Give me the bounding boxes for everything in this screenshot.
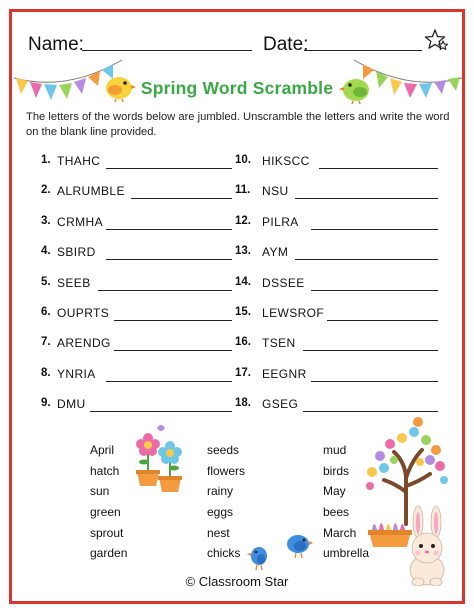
scrambled-word: SBIRD [57,245,96,260]
answer-line[interactable] [114,350,232,351]
answer-line[interactable] [98,290,232,291]
answer-line[interactable] [106,168,232,169]
answer-line[interactable] [114,320,232,321]
header [26,34,450,58]
scrambled-word: HIKSCC [262,154,310,168]
question-row [235,245,435,275]
question-row [235,367,435,397]
scrambled-word: AYM [262,245,289,260]
question-row [235,336,435,366]
question-number: 10. [235,154,251,166]
question-row [41,184,241,214]
name-line[interactable] [82,50,252,51]
questions-left-column [41,154,241,428]
scrambled-word: NSU [262,184,289,199]
scrambled-word: SEEB [57,275,91,290]
word-bank-item: seeds [207,443,240,457]
answer-line[interactable] [311,229,438,230]
question-row [41,154,241,184]
question-row [235,184,435,214]
question-number: 1. [41,154,51,166]
word-bank-item: garden [90,546,128,561]
word-bank-item: eggs [207,505,234,520]
footer-copyright: © Classroom Star [185,574,289,589]
question-number: 14. [235,275,251,288]
word-bank-item: birds [323,463,350,478]
scrambled-word: ARENDG [57,336,111,351]
scrambled-word: CRMHA [57,214,103,229]
answer-line[interactable] [295,259,438,260]
question-number: 15. [235,305,251,318]
word-bank-column-1 [90,443,127,567]
word-bank-item: umbrella [323,546,370,561]
word-bank-item: sprout [90,525,124,540]
question-number: 2. [41,184,51,197]
word-bank-item: bees [323,505,350,520]
date-line[interactable] [304,50,422,51]
blue-bird-icon [282,528,314,560]
question-number: 11. [235,184,251,197]
questions-right-column [235,154,435,428]
word-bank-item: mud [323,443,347,457]
question-number: 3. [41,214,51,227]
question-row [41,245,241,275]
word-bank-item: March [323,525,357,540]
scrambled-word: THAHC [57,154,101,168]
question-number: 4. [41,245,51,258]
question-number: 16. [235,336,251,349]
word-bank-item: April [90,443,115,457]
question-row [235,215,435,245]
word-bank-item: May [323,484,346,499]
word-bank-item: flowers [207,463,246,478]
scrambled-word: ALRUMBLE [57,184,125,199]
question-row [235,154,435,184]
word-bank-item: hatch [90,463,120,478]
question-number: 7. [41,336,51,349]
question-row [235,276,435,306]
worksheet-title: Spring Word Scramble [140,78,334,98]
question-number: 8. [41,366,51,379]
scrambled-word: GSEG [262,397,299,412]
question-number: 9. [41,397,51,410]
blue-bird-small-icon [246,540,272,574]
answer-line[interactable] [106,259,232,260]
scrambled-word: OUPRTS [57,305,110,320]
answer-line[interactable] [295,198,438,199]
date-label: Date: [263,34,309,55]
scrambled-word: DMU [57,397,86,412]
word-bank-item: rainy [207,484,234,499]
question-number: 13. [235,245,251,258]
word-bank-column-2 [207,443,245,567]
answer-line[interactable] [90,411,232,412]
question-number: 5. [41,275,51,288]
word-bank-item: sun [90,484,110,499]
question-row [41,367,241,397]
flower-pots-icon [134,416,186,496]
star-icon [424,28,450,52]
question-row [41,306,241,336]
scrambled-word: PILRA [262,214,299,229]
answer-line[interactable] [303,411,438,412]
word-bank-item: green [90,505,121,520]
answer-line[interactable] [319,168,438,169]
question-number: 17. [235,366,251,379]
answer-line[interactable] [106,229,232,230]
answer-line[interactable] [311,290,438,291]
scrambled-word: DSSEE [262,275,305,290]
scrambled-word: EEGNR [262,366,307,381]
name-label: Name: [28,34,84,55]
question-row [41,276,241,306]
question-number: 18. [235,397,251,410]
question-row [41,215,241,245]
scrambled-word: YNRIA [57,366,96,381]
answer-line[interactable] [106,381,232,382]
instructions-text: The letters of the words below are jumbled. Unscramble the letters and write the word on the blank line provided. [26,111,450,138]
scrambled-word: LEWSROF [262,305,325,320]
scrambled-word: TSEN [262,336,296,351]
question-number: 12. [235,214,251,227]
answer-line[interactable] [311,381,438,382]
answer-line[interactable] [303,350,438,351]
answer-line[interactable] [327,320,438,321]
word-bank-item: chicks [207,546,241,561]
word-bank-item: nest [207,525,230,540]
question-number: 6. [41,305,51,318]
question-row [235,306,435,336]
answer-line[interactable] [131,198,232,199]
question-row [41,336,241,366]
